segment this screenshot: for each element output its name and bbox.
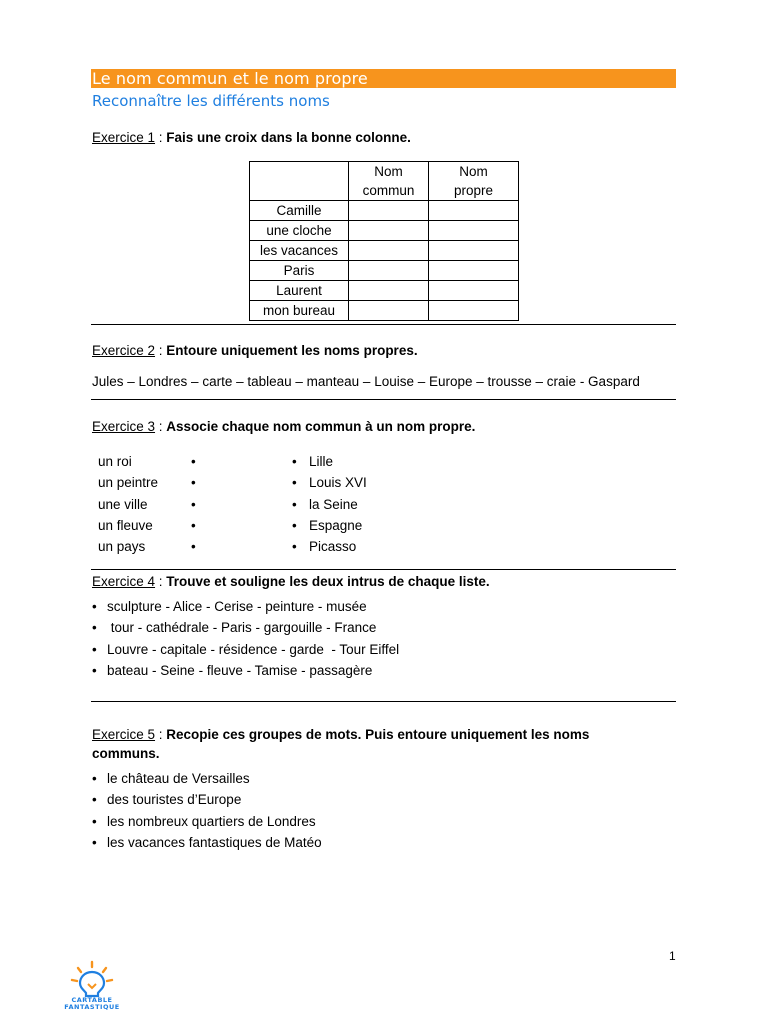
divider	[91, 324, 676, 325]
match-dot[interactable]: •	[191, 517, 196, 533]
exercise-4-number: Exercice 4	[92, 574, 156, 589]
divider	[91, 569, 676, 570]
exercise-3-heading	[92, 417, 475, 436]
list-item-text: les vacances fantastiques de Matéo	[107, 834, 322, 850]
list-item: une ville	[98, 496, 148, 512]
exercise-3-number: Exercice 3	[92, 419, 156, 434]
list-item-text: le château de Versailles	[107, 771, 250, 786]
list-item: Lille	[309, 454, 334, 469]
table-cell-commun[interactable]	[349, 201, 429, 221]
header-line: Nom	[374, 164, 403, 179]
table-row	[250, 201, 519, 221]
exercise-1-table	[249, 161, 519, 321]
bullet: •	[92, 620, 97, 636]
exercise-5-number: Exercice 5	[92, 727, 156, 742]
list-item-text: tour - cathédrale - Paris - gargouille - France	[107, 620, 377, 636]
bullet: •	[92, 641, 97, 657]
divider	[91, 701, 676, 702]
exercise-4-instruction: Trouve et souligne les deux intrus de chaque liste.	[166, 574, 490, 589]
exercise-1-number: Exercice 1	[92, 130, 156, 145]
header-line: propre	[453, 183, 494, 198]
exercise-5-separator: :	[155, 727, 167, 742]
bullet: •	[92, 771, 97, 786]
table-cell-propre[interactable]	[429, 221, 519, 241]
table-row-label: mon bureau	[250, 301, 349, 321]
bullet: •	[92, 599, 97, 614]
exercise-2-word-list: Jules – Londres – carte – tableau – manteau – Louise – Europe – trousse – craie - Gaspard	[92, 374, 640, 389]
table-row	[250, 261, 519, 281]
page-title: Le nom commun et le nom propre	[92, 69, 368, 88]
logo-line-1: CARTABLE	[71, 996, 113, 1004]
list-item	[92, 660, 399, 681]
table-row-label: Camille	[250, 201, 349, 221]
table-cell-propre[interactable]	[429, 301, 519, 321]
exercise-5-heading	[92, 725, 632, 763]
table-row	[250, 301, 519, 321]
list-item: Espagne	[309, 517, 363, 533]
table-cell-propre[interactable]	[429, 241, 519, 261]
exercise-4-heading	[92, 572, 490, 591]
table-cell-commun[interactable]	[349, 301, 429, 321]
match-dot[interactable]: •	[292, 454, 297, 469]
exercise-3-proper-nouns	[309, 451, 367, 557]
list-item: la Seine	[309, 496, 358, 512]
table-header-nom-commun	[349, 162, 429, 201]
exercise-3-separator: :	[155, 419, 167, 434]
list-item: un roi	[98, 454, 132, 469]
table-row-label: les vacances	[250, 241, 349, 261]
table-cell-commun[interactable]	[349, 221, 429, 241]
bullet: •	[92, 792, 97, 808]
exercise-2-separator: :	[155, 343, 167, 358]
logo-text	[62, 997, 122, 1011]
header-line: Nom	[459, 164, 488, 179]
exercise-3-instruction: Associe chaque nom commun à un nom propre.	[166, 419, 476, 434]
page-number: 1	[669, 949, 676, 963]
table-row-label: une cloche	[250, 221, 349, 241]
list-item: un fleuve	[98, 517, 153, 533]
match-dot[interactable]: •	[191, 454, 196, 469]
exercise-2-heading	[92, 341, 418, 360]
lightbulb-icon	[66, 960, 118, 1020]
exercise-1-separator: :	[155, 130, 167, 145]
table-row-label: Paris	[250, 261, 349, 281]
exercise-1-heading	[92, 128, 411, 147]
exercise-1-instruction: Fais une croix dans la bonne colonne.	[166, 130, 411, 145]
list-item-text: bateau - Seine - fleuve - Tamise - passagère	[107, 662, 373, 678]
list-item: Louis XVI	[309, 475, 367, 491]
list-item	[92, 639, 399, 660]
bullet: •	[92, 834, 97, 850]
exercise-4-list	[92, 596, 399, 681]
list-item: un pays	[98, 539, 146, 555]
exercise-4-separator: :	[155, 574, 167, 589]
bullet: •	[92, 813, 97, 829]
list-item	[92, 811, 322, 832]
match-dot[interactable]: •	[191, 496, 196, 512]
table-header-row	[250, 162, 519, 201]
header-line: commun	[362, 183, 415, 198]
exercise-2-instruction: Entoure uniquement les noms propres.	[166, 343, 418, 358]
match-dot[interactable]: •	[292, 539, 297, 555]
table-header-empty	[250, 162, 349, 201]
exercise-2-number: Exercice 2	[92, 343, 156, 358]
logo-line-2: FANTASTIQUE	[64, 1003, 120, 1011]
list-item	[92, 617, 399, 638]
divider	[91, 399, 676, 400]
exercise-3-left-dots	[191, 451, 196, 557]
list-item: Picasso	[309, 539, 357, 555]
table-cell-propre[interactable]	[429, 201, 519, 221]
table-cell-propre[interactable]	[429, 281, 519, 301]
exercise-5-list	[92, 768, 322, 853]
list-item-text: sculpture - Alice - Cerise - peinture - musée	[107, 599, 367, 614]
match-dot[interactable]: •	[292, 496, 297, 512]
table-row	[250, 241, 519, 261]
table-cell-commun[interactable]	[349, 281, 429, 301]
table-header-nom-propre	[429, 162, 519, 201]
table-cell-propre[interactable]	[429, 261, 519, 281]
bullet: •	[92, 662, 97, 678]
table-cell-commun[interactable]	[349, 261, 429, 281]
exercise-5-instruction-cont: communs.	[92, 746, 160, 761]
list-item	[92, 789, 322, 810]
match-dot[interactable]: •	[292, 475, 297, 491]
page-subtitle: Reconnaître les différents noms	[92, 92, 330, 110]
list-item	[92, 832, 322, 853]
exercise-3-common-nouns	[98, 451, 158, 557]
table-row-label: Laurent	[250, 281, 349, 301]
list-item	[92, 768, 322, 789]
list-item-text: des touristes d’Europe	[107, 792, 242, 808]
match-dot[interactable]: •	[191, 475, 196, 491]
table-row	[250, 281, 519, 301]
table-cell-commun[interactable]	[349, 241, 429, 261]
list-item	[92, 596, 399, 617]
table-row	[250, 221, 519, 241]
list-item-text: Louvre - capitale - résidence - garde - Tour Eiffel	[107, 641, 400, 657]
match-dot[interactable]: •	[191, 539, 196, 555]
match-dot[interactable]: •	[292, 517, 297, 533]
exercise-5-instruction: Recopie ces groupes de mots. Puis entoure uniquement les noms	[166, 727, 590, 742]
exercise-3-right-dots	[292, 451, 297, 557]
list-item: un peintre	[98, 475, 159, 491]
list-item-text: les nombreux quartiers de Londres	[107, 813, 316, 829]
